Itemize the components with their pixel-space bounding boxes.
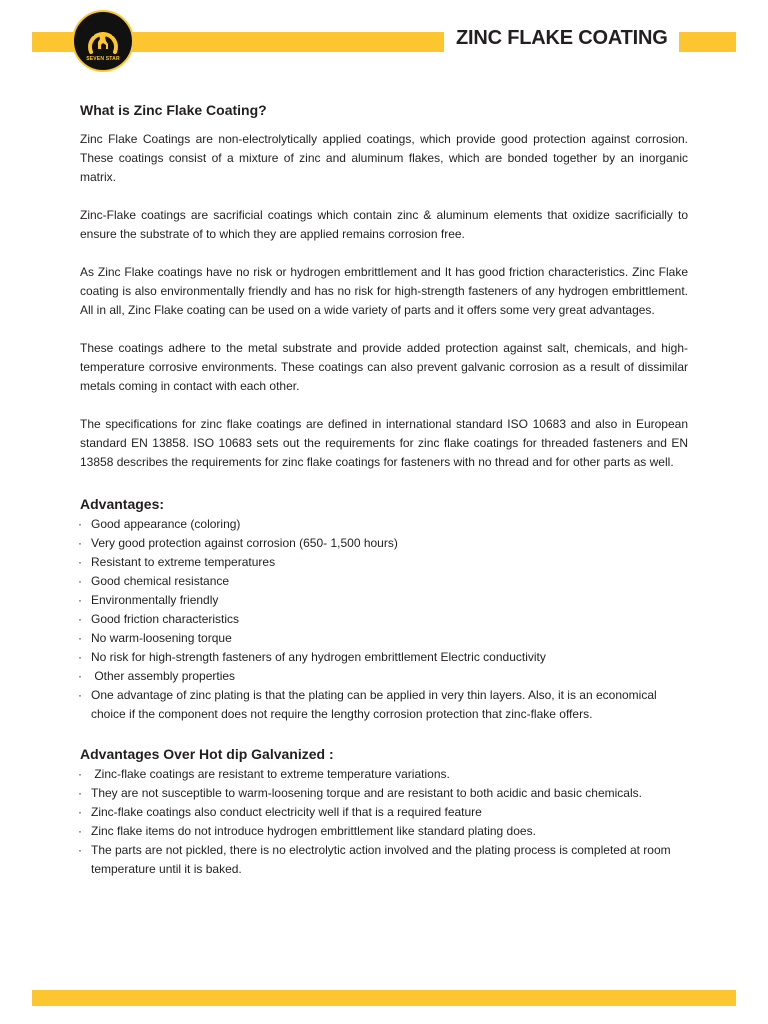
bullet-icon: · (78, 786, 82, 800)
footer-bar (32, 990, 736, 1006)
paragraph: As Zinc Flake coatings have no risk or hydrogen embrittlement and It has good friction characteristics. Zinc Flake coating is also environmentally friendly and has no risk for high-strength fasteners of any hydrogen embrittlement. All in all, Zinc Flake coating can be used on a wide variety of parts and it offers some very great advantages. (80, 265, 688, 317)
paragraph: Zinc Flake Coatings are non-electrolytically applied coatings, which provide good protection against corrosion. These coatings consist of a mixture of zinc and aluminum flakes, which are bonded together by an inorganic matrix. (80, 132, 688, 184)
list-item-text: Good appearance (coloring) (91, 517, 241, 531)
bullet-icon: · (78, 843, 82, 857)
list-item (80, 686, 688, 724)
list-item-text: No warm-loosening torque (91, 631, 232, 645)
bullet-icon: · (78, 824, 82, 838)
document-body (80, 100, 688, 879)
logo-text: SEVEN STAR (86, 56, 120, 62)
company-logo (72, 10, 134, 72)
bullet-icon: · (78, 593, 82, 607)
bullet-icon: · (78, 669, 82, 683)
document-title: ZINC FLAKE COATING (456, 27, 668, 49)
bullet-icon: · (78, 688, 82, 702)
list-item (80, 822, 688, 841)
list-item-text: Zinc-flake coatings also conduct electricity well if that is a required feature (91, 805, 482, 819)
list-item-text: Very good protection against corrosion (650- 1,500 hours) (91, 536, 398, 550)
list-item (80, 765, 688, 784)
list-item (80, 572, 688, 591)
bullet-icon: · (78, 517, 82, 531)
bullet-icon: · (78, 574, 82, 588)
section-heading-advantages: Advantages: (80, 496, 165, 512)
bullet-icon: · (78, 612, 82, 626)
list-item (80, 629, 688, 648)
list-item (80, 648, 688, 667)
section-heading-what-is: What is Zinc Flake Coating? (80, 102, 267, 118)
list-item-text: They are not susceptible to warm-loosening torque and are resistant to both acidic and basic chemicals. (91, 786, 642, 800)
bullet-icon: · (78, 555, 82, 569)
list-item-text: Zinc-flake coatings are resistant to extreme temperature variations. (91, 767, 450, 781)
list-item (80, 610, 688, 629)
section-heading-hot-dip: Advantages Over Hot dip Galvanized : (80, 746, 334, 762)
paragraph: Zinc-Flake coatings are sacrificial coatings which contain zinc & aluminum elements that oxidize sacrificially to ensure the substrate of to which they are applied remains corrosion free. (80, 208, 688, 241)
list-item-text: Resistant to extreme temperatures (91, 555, 276, 569)
list-item-text: Good friction characteristics (91, 612, 240, 626)
list-item-text: Environmentally friendly (91, 593, 219, 607)
bullet-icon: · (78, 631, 82, 645)
paragraph: These coatings adhere to the metal substrate and provide added protection against salt, chemicals, and high-temperature corrosive environments. These coatings can also prevent galvanic corrosion as a result of dissimilar metals coming in contact with each other. (80, 341, 688, 393)
list-item-text: No risk for high-strength fasteners of any hydrogen embrittlement Electric conductivity (91, 650, 546, 664)
list-item (80, 591, 688, 610)
list-item (80, 803, 688, 822)
advantages-list (80, 515, 688, 724)
list-item (80, 515, 688, 534)
list-item (80, 841, 688, 879)
list-item (80, 667, 688, 686)
list-item-text: Zinc flake items do not introduce hydrogen embrittlement like standard plating does. (91, 824, 536, 838)
galvanized-advantages-list (80, 765, 688, 879)
list-item-text: Good chemical resistance (91, 574, 230, 588)
bullet-icon: · (78, 536, 82, 550)
list-item-text: The parts are not pickled, there is no electrolytic action involved and the plating process is completed at room temperature until it is baked. (91, 843, 671, 876)
bullet-icon: · (78, 805, 82, 819)
paragraph: The specifications for zinc flake coatings are defined in international standard ISO 10683 and also in European standard EN 13858. ISO 10683 sets out the requirements for zinc flake coatings for threaded fasteners and EN 13858 describes the requirements for zinc flake coatings for fasteners with no thread and for other parts as well. (80, 417, 688, 469)
bullet-icon: · (78, 767, 82, 781)
bullet-icon: · (78, 650, 82, 664)
list-item (80, 784, 688, 803)
list-item (80, 553, 688, 572)
list-item (80, 534, 688, 553)
header-bar-right (679, 32, 736, 52)
list-item-text: One advantage of zinc plating is that the plating can be applied in very thin layers. Also, it is an economical choice if the component does not require the lengthy corrosion protection that zinc-flake offers. (91, 688, 657, 721)
list-item-text: Other assembly properties (91, 669, 236, 683)
